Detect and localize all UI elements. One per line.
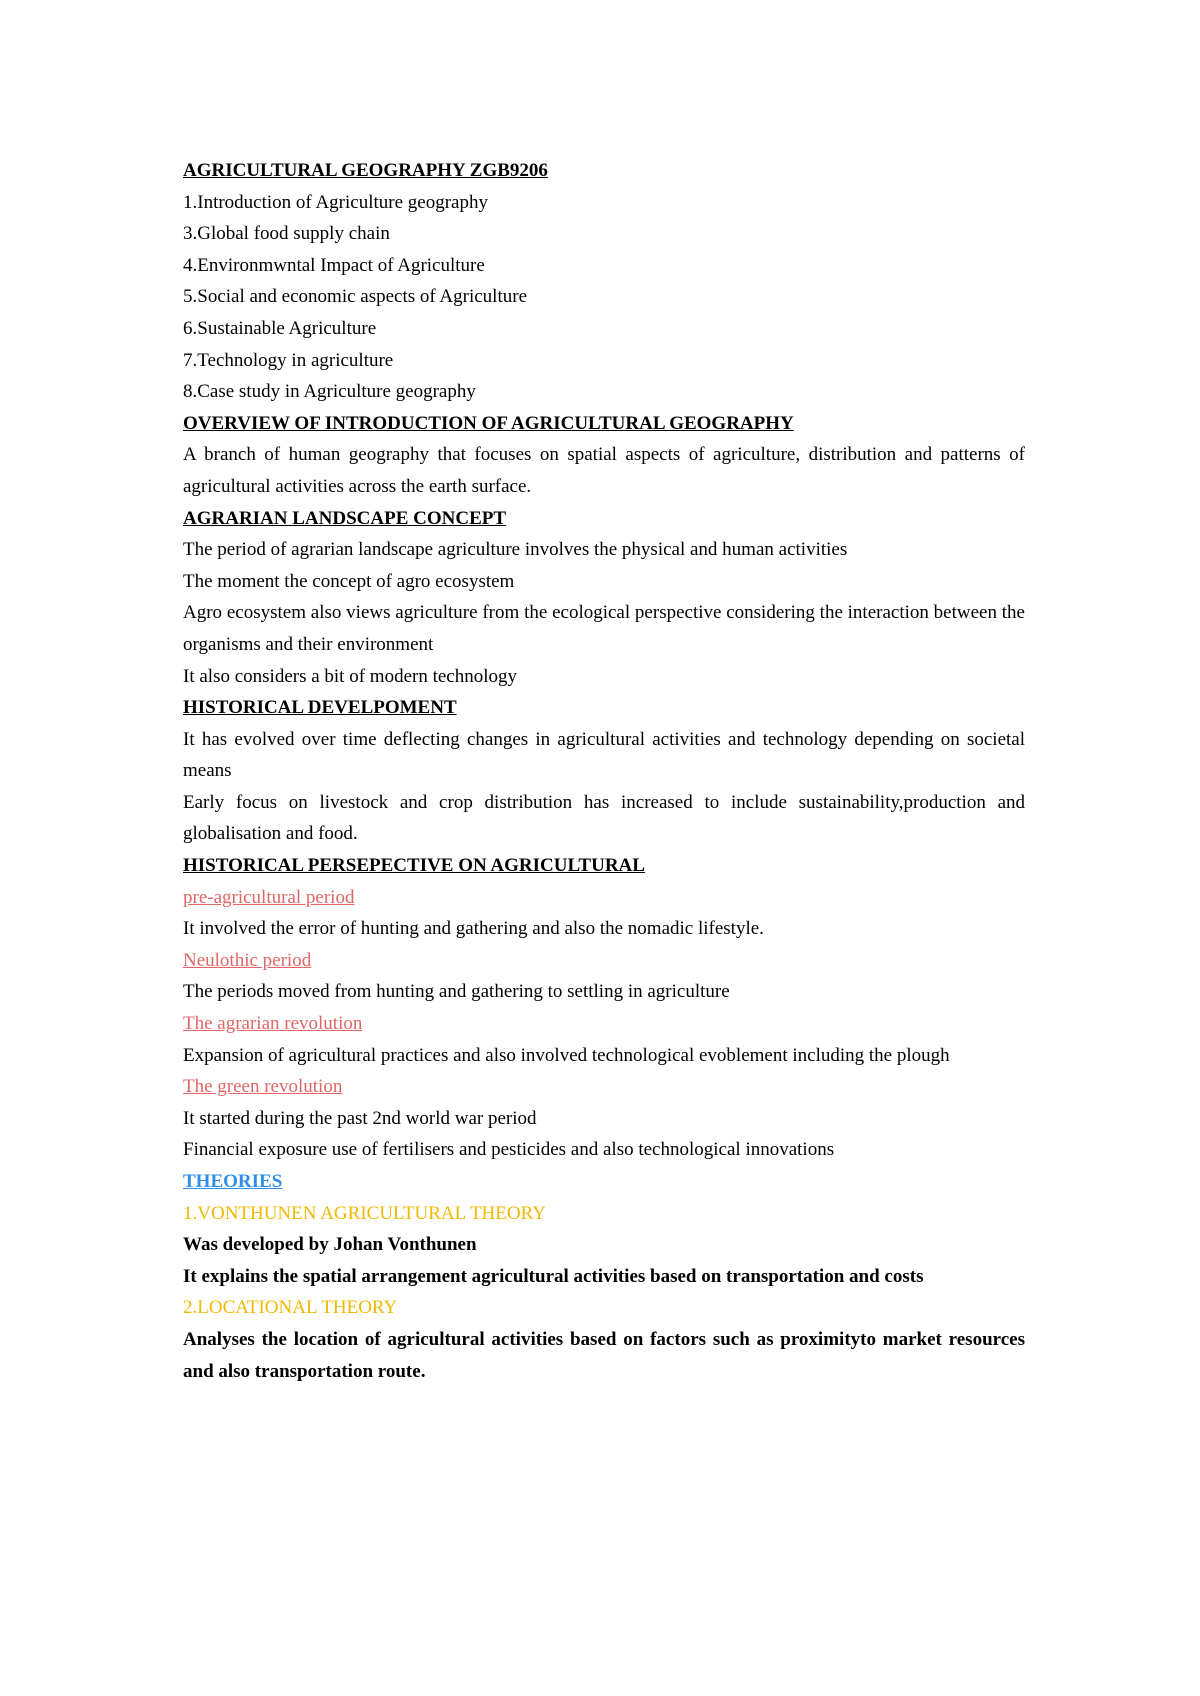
topic-item: 5.Social and economic aspects of Agriculture (183, 286, 528, 308)
theory-text: It explains the spatial arrangement agricultural activities based on transportation and costs (183, 1265, 924, 1287)
historical-development-text: Early focus on livestock and crop distribution has increased to include sustainability,production and globalisation and food. (183, 791, 1025, 845)
theory-title: 2.LOCATIONAL THEORY (183, 1297, 398, 1319)
period-text: Financial exposure use of fertilisers and pesticides and also technological innovations (183, 1139, 835, 1161)
document-page (183, 155, 1025, 1387)
agrarian-text: It also considers a bit of modern technology (183, 665, 518, 687)
topic-item: 4.Environmwntal Impact of Agriculture (183, 254, 485, 276)
agrarian-text: Agro ecosystem also views agriculture from the ecological perspective considering the interaction between the organisms and their environment (183, 602, 1025, 655)
historical-perspective-heading: HISTORICAL PERSEPECTIVE ON AGRICULTURAL (183, 855, 645, 877)
period-text: Expansion of agricultural practices and also involved technological evoblement including the plough (183, 1044, 950, 1066)
topic-item: 8.Case study in Agriculture geography (183, 381, 476, 403)
overview-heading: OVERVIEW OF INTRODUCTION OF AGRICULTURAL GEOGRAPHY (183, 412, 794, 434)
historical-development-heading: HISTORICAL DEVELPOMENT (183, 697, 457, 719)
theory-title: 1.VONTHUNEN AGRICULTURAL THEORY (183, 1202, 546, 1224)
topic-item: 1.Introduction of Agriculture geography (183, 191, 488, 213)
theories-heading: THEORIES (183, 1171, 283, 1192)
period-heading: The agrarian revolution (183, 1013, 363, 1035)
topic-item: 3.Global food supply chain (183, 223, 390, 245)
period-text: The periods moved from hunting and gathering to settling in agriculture (183, 981, 730, 1003)
period-text: It started during the past 2nd world war period (183, 1107, 537, 1129)
period-heading: Neulothic period (183, 949, 312, 971)
topic-list (183, 187, 1025, 408)
topic-item: 6.Sustainable Agriculture (183, 317, 377, 339)
agrarian-text: The period of agrarian landscape agriculture involves the physical and human activities (183, 539, 848, 561)
historical-development-text: It has evolved over time deflecting changes in agricultural activities and technology depending on societal means (183, 728, 1025, 782)
agrarian-heading: AGRARIAN LANDSCAPE CONCEPT (183, 507, 507, 529)
theory-text: Was developed by Johan Vonthunen (183, 1234, 477, 1256)
period-text: It involved the error of hunting and gathering and also the nomadic lifestyle. (183, 918, 764, 940)
overview-text: A branch of human geography that focuses on spatial aspects of agriculture, distribution and patterns of agricultural activities across the earth surface. (183, 444, 1025, 497)
theory-text: Analyses the location of agricultural activities based on factors such as proximityto market resources and also transportation route. (183, 1328, 1025, 1382)
period-heading: The green revolution (183, 1076, 343, 1098)
document-title: AGRICULTURAL GEOGRAPHY ZGB9206 (183, 160, 548, 181)
agrarian-text: The moment the concept of agro ecosystem (183, 570, 515, 592)
period-heading: pre-agricultural period (183, 886, 355, 908)
topic-item: 7.Technology in agriculture (183, 349, 394, 371)
